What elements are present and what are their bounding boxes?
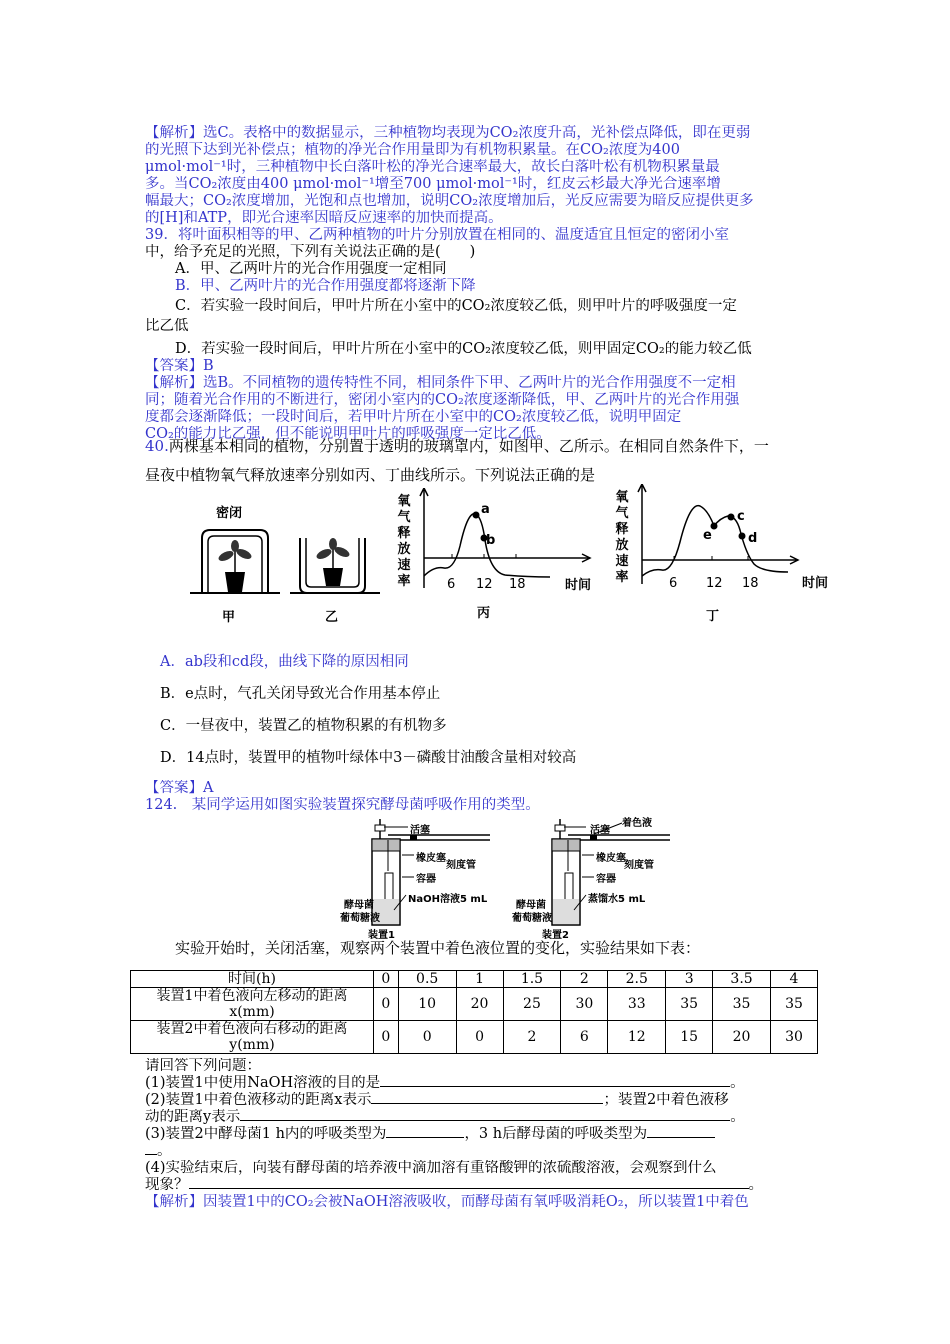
table-cell: 2: [503, 1021, 561, 1054]
table-header-cell: 2.5: [608, 971, 666, 988]
table-header-cell: 3.5: [713, 971, 771, 988]
point-c: [728, 514, 735, 521]
table-header-cell: 3: [666, 971, 713, 988]
label-stopper-1: 橡皮塞: [416, 853, 446, 864]
analysis-38: [145, 125, 810, 227]
table-cell: 30: [561, 988, 608, 1021]
prompt: 请回答下列问题：: [145, 1058, 261, 1074]
label-dye-2: 着色液: [622, 818, 652, 829]
answer-blank[interactable]: [371, 1103, 603, 1104]
option-c: C．若实验一段时间后，甲叶片所在小室中的CO₂浓度较乙低，则甲叶片的呼吸强度一定: [175, 298, 737, 314]
label-container-2: 容器: [596, 874, 616, 885]
table-header-cell: 4: [771, 971, 818, 988]
analysis-39-line: 同；随着光合作用的不断进行，密闭小室内的CO₂浓度逐渐降低，甲、乙两叶片的光合作用强: [145, 392, 740, 408]
period: 。: [730, 1109, 745, 1125]
analysis-124: 【解析】因装置1中的CO₂会被NaOH溶液吸收，而酵母菌有氧呼吸消耗O₂，所以装置1中着色: [145, 1194, 749, 1210]
analysis-39-line: 度都会逐渐降低；一段时间后，若甲叶片所在小室中的CO₂浓度较乙低，说明甲固定: [145, 409, 682, 425]
y-axis-label-bing: 氧气释放速率: [397, 494, 411, 589]
option-b: B．甲、乙两叶片的光合作用强度都将逐渐下降: [175, 278, 476, 294]
row-label: 装置2中着色液向右移动的距离y(mm): [131, 1021, 374, 1054]
period: 。: [730, 1075, 745, 1091]
label-valve-2: 活塞: [590, 825, 610, 836]
table-cell: 20: [713, 1021, 771, 1054]
point-label-c: c: [737, 509, 745, 524]
valve-icon: [375, 825, 385, 831]
apparatus-figure: [190, 520, 385, 600]
answer-blank[interactable]: [380, 1086, 730, 1087]
table-cell: 12: [608, 1021, 666, 1054]
table-cell: 0: [374, 1021, 399, 1054]
table-cell: 0: [374, 988, 399, 1021]
table-row: [131, 988, 818, 1021]
table-cell: 35: [666, 988, 713, 1021]
analysis-39-line: 【解析】选B。不同植物的遗传特性不同，相同条件下甲、乙两叶片的光合作用强度不一定相: [145, 375, 736, 391]
text-line: 的[H]和ATP，即光合速率因暗反应速率的加快而提高。: [145, 210, 503, 226]
answer-blank[interactable]: [386, 1137, 464, 1138]
option-d: D．若实验一段时间后，甲叶片所在小室中的CO₂浓度较乙低，则甲固定CO₂的能力较乙低: [175, 341, 752, 357]
answer-blank[interactable]: [240, 1120, 730, 1121]
sub-question-2-cont: 动的距离y表示: [145, 1109, 241, 1125]
table-cell: 35: [713, 988, 771, 1021]
table-cell: 33: [608, 988, 666, 1021]
option-c-40: C．一昼夜中，装置乙的植物积累的有机物多: [160, 718, 447, 734]
label-stopper-2: 橡皮塞: [596, 853, 626, 864]
period: 。: [157, 1143, 172, 1159]
sub-question-4-cont: 现象？: [145, 1177, 189, 1193]
question-number: 40.: [145, 437, 169, 455]
text-line: 的光照下达到光补偿点；植物的净光合作用量即为有机物积累量。在CO₂浓度为400: [145, 142, 680, 158]
leaf: [217, 549, 235, 563]
tick-label-6: 6: [447, 577, 456, 592]
period: 。: [748, 1177, 763, 1193]
option-a: A．甲、乙两叶片的光合作用强度一定相同: [175, 261, 447, 277]
question-39: [145, 227, 810, 443]
label-valve-1: 活塞: [410, 825, 430, 836]
experiment-intro: 实验开始时，关闭活塞，观察两个装置中着色液位置的变化，实验结果如下表：: [175, 940, 701, 957]
flower-pot: [225, 572, 245, 592]
table-cell: 30: [771, 1021, 818, 1054]
label-jia: 甲: [222, 610, 236, 625]
table-header-cell: 1.5: [503, 971, 561, 988]
question-stem-124: 124. 某同学运用如图实验装置探究酵母菌呼吸作用的类型。: [145, 797, 540, 813]
x-axis-label-ding: 时间: [802, 576, 829, 591]
label-bing: 丙: [477, 606, 491, 621]
tick-label-12: 12: [476, 577, 493, 592]
table-header-cell: 1: [456, 971, 503, 988]
sub-question-1: (1)装置1中使用NaOH溶液的目的是: [145, 1075, 381, 1091]
question-124: [145, 797, 810, 814]
table-cell: 10: [398, 988, 456, 1021]
option-a-40: A．ab段和cd段，曲线下降的原因相同: [160, 654, 409, 670]
answer-blank[interactable]: [189, 1188, 749, 1189]
label-sealed: 密闭: [216, 506, 243, 521]
question-stem: 两棵基本相同的植物，分别置于透明的玻璃罩内，如图甲、乙所示。在相同自然条件下，一: [168, 437, 769, 455]
table-cell: 35: [771, 988, 818, 1021]
text-line: μmol·mol⁻¹时，三种植物中长白落叶松的净光合速率最大，故长白落叶松有机物积累量最: [145, 159, 720, 175]
label-device-2: 装置2: [542, 930, 569, 941]
leaf: [329, 538, 337, 550]
sub-question-4: (4)实验结束后，向装有酵母菌的培养液中滴加溶有重铬酸钾的浓硫酸溶液，会观察到什么: [145, 1160, 717, 1176]
table-cell: 15: [666, 1021, 713, 1054]
table-cell: 25: [503, 988, 561, 1021]
sub-question-3: (3)装置2中酵母菌1 h内的呼吸类型为: [145, 1126, 387, 1142]
text-line: 幅最大；CO₂浓度增加，光饱和点也增加，说明CO₂浓度增加后，光反应需要为暗反应提供更多: [145, 193, 754, 209]
label-container-1: 容器: [416, 874, 436, 885]
rubber-stopper: [372, 839, 400, 851]
rubber-stopper: [552, 839, 580, 851]
graph-ding: [628, 484, 808, 589]
leaf: [315, 547, 333, 561]
point-label-e: e: [703, 528, 712, 543]
label-glucose-2: 葡萄糖液: [512, 913, 552, 924]
label-naoh: NaOH溶液5 mL: [408, 894, 488, 905]
answer-blank[interactable]: [145, 1154, 157, 1155]
table-header-cell: 0: [374, 971, 399, 988]
table-header-cell: 时间(h): [131, 971, 374, 988]
valve-icon: [555, 825, 565, 831]
text-line: 多。当CO₂浓度由400 μmol·mol⁻¹增至700 μmol·mol⁻¹时，红皮云杉最大净光合速率增: [145, 176, 721, 192]
sub-question-2: (2)装置1中着色液移动的距离x表示: [145, 1092, 372, 1108]
sub-questions: [145, 1058, 810, 1211]
question-stem-line: 中，给予充足的光照，下列有关说法正确的是( ): [145, 244, 476, 260]
table-header-row: [131, 971, 818, 988]
answer-40: 【答案】A: [145, 780, 214, 796]
text-line: 【解析】选C。表格中的数据显示，三种植物均表现为CO₂浓度升高，光补偿点降低，即在更弱: [145, 125, 751, 141]
table-header-cell: 2: [561, 971, 608, 988]
option-d-40: D．14点时，装置甲的植物叶绿体中3－磷酸甘油酸含量相对较高: [160, 750, 577, 766]
point-label-b: b: [486, 533, 496, 548]
y-axis-label-ding: 氧气释放速率: [615, 490, 629, 585]
table-header-cell: 0.5: [398, 971, 456, 988]
x-axis-label-bing: 时间: [565, 578, 592, 593]
table-cell: 0: [456, 1021, 503, 1054]
label-yeast-2: 酵母菌: [516, 900, 546, 911]
label-water: 蒸馏水5 mL: [588, 894, 646, 905]
label-tube-2: 刻度管: [624, 860, 654, 871]
tick-label-6: 6: [669, 576, 678, 591]
curve-ding: [642, 506, 788, 576]
question-number-line: 39．将叶面积相等的甲、乙两种植物的叶片分别放置在相同的、温度适宜且恒定的密闭小室: [145, 227, 729, 243]
tick-label-18: 18: [509, 577, 526, 592]
label-tube-1: 刻度管: [446, 860, 476, 871]
results-table: [130, 970, 818, 1054]
label-device-1: 装置1: [368, 930, 395, 941]
leaf: [231, 540, 239, 552]
answer-blank[interactable]: [647, 1137, 715, 1138]
tick-label-18: 18: [742, 576, 759, 591]
label-glucose-1: 葡萄糖液: [340, 913, 380, 924]
table-cell: 0: [398, 1021, 456, 1054]
question-40: [145, 432, 810, 490]
point-a: [473, 512, 480, 519]
table-cell: 6: [561, 1021, 608, 1054]
option-b-40: B．e点时，气孔关闭导致光合作用基本停止: [160, 686, 441, 702]
point-label-a: a: [481, 502, 490, 517]
analysis-39-line: CO₂的能力比乙强，但不能说明甲叶片的呼吸强度一定比乙低。: [145, 426, 551, 442]
sub-question-2-cont: ；装置2中着色液移: [603, 1092, 729, 1108]
label-yeast-1: 酵母菌: [344, 900, 374, 911]
yeast-liquid: [553, 899, 579, 924]
label-yi: 乙: [325, 610, 339, 625]
option-c-cont: 比乙低: [145, 318, 189, 334]
row-label: 装置1中着色液向左移动的距离x(mm): [131, 988, 374, 1021]
table-cell: 20: [456, 988, 503, 1021]
label-ding: 丁: [706, 609, 720, 624]
table-row: [131, 1021, 818, 1054]
point-d: [739, 533, 746, 540]
answer-39: 【答案】B: [145, 358, 214, 374]
flower-pot: [323, 568, 343, 586]
point-label-d: d: [748, 531, 758, 546]
question-stem-cont: 昼夜中植物氧气释放速率分别如丙、丁曲线所示。下列说法正确的是: [145, 466, 596, 484]
sub-question-3-cont: ，3 h后酵母菌的呼吸类型为: [464, 1126, 648, 1142]
tick-label-12: 12: [706, 576, 723, 591]
